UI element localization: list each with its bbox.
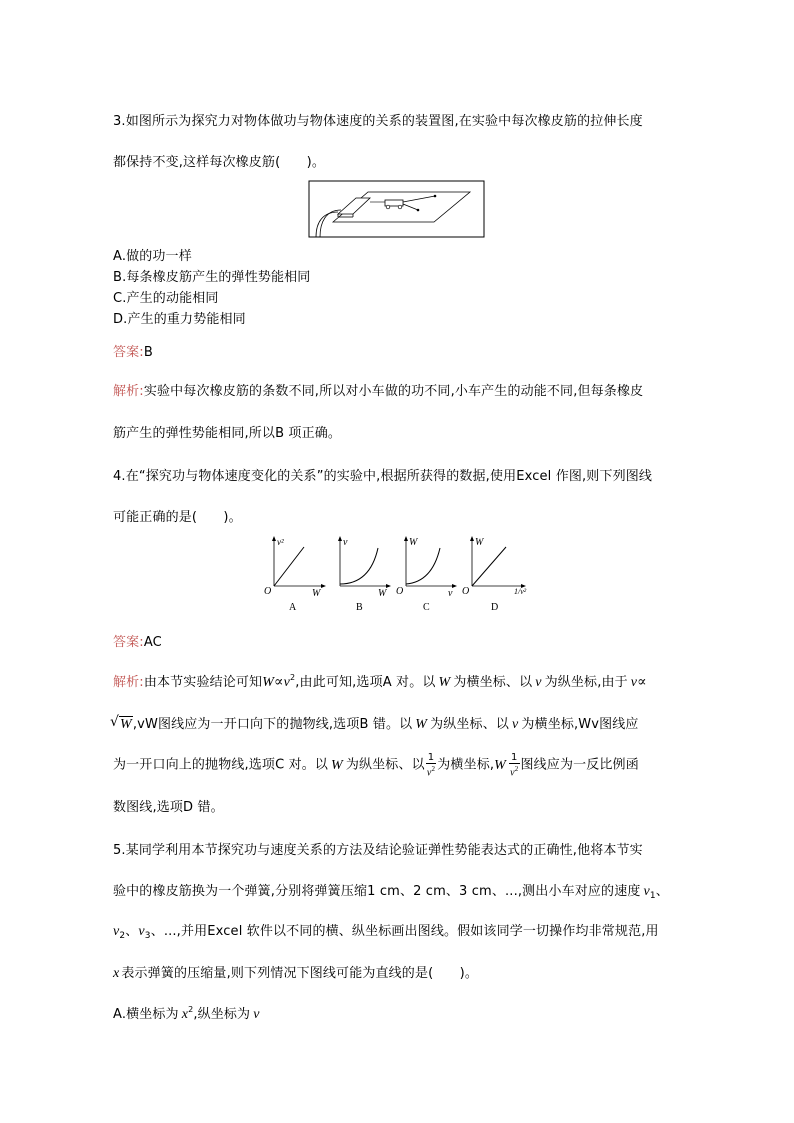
graph-a-xlabel: W xyxy=(312,588,321,599)
q4-graphs-figure xyxy=(262,534,538,614)
q5-stem-line1: 5.某同学利用本节探究功与速度关系的方法及结论验证弹性势能表达式的正确性,他将本节实 xyxy=(113,843,643,858)
math-w: W xyxy=(331,757,343,773)
q4-stem-line2: 可能正确的是( )。 xyxy=(113,510,242,525)
math-v: v xyxy=(138,924,145,939)
math-sub: 1 xyxy=(649,891,656,901)
math-v-prop: v∝ xyxy=(630,675,647,690)
q4-analysis-line3 xyxy=(113,752,639,778)
q5-option-a xyxy=(113,1003,260,1023)
q5-stem-line4 xyxy=(113,962,478,982)
math-v: v xyxy=(113,924,120,939)
fraction-denominator xyxy=(426,764,437,778)
math-sub: 3 xyxy=(144,931,151,941)
text: 为纵坐标、以 xyxy=(430,717,510,732)
math-v: v xyxy=(512,717,519,732)
q3-apparatus-figure xyxy=(308,180,486,240)
graph-d-ylabel: W xyxy=(475,537,484,548)
graph-d-xlabel: 1/v² xyxy=(514,587,527,596)
text: 、 xyxy=(655,884,669,899)
analysis-text: 实验中每次橡皮筋的条数不同,所以对小车做的功不同,小车产生的动能不同,但每条橡皮 xyxy=(143,384,644,399)
text: ,由此可知,选项A 对。以 xyxy=(295,675,436,690)
math-sqrt-w: √ W xyxy=(119,716,133,733)
math-v: v xyxy=(253,1007,260,1022)
q3-option-d: D.产生的重力势能相同 xyxy=(113,312,246,327)
graph-b xyxy=(338,536,391,613)
fraction-denominator xyxy=(509,764,520,778)
math-v: v xyxy=(643,884,650,899)
graph-c-ylabel: W xyxy=(409,537,418,548)
text: 图线应为一开口向下的抛物线,选项B 错。以 xyxy=(157,717,413,732)
math-w: W xyxy=(494,757,506,773)
math-x: x xyxy=(113,966,120,981)
denominator-sup: 2 xyxy=(431,765,436,773)
q3-option-a: A.做的功一样 xyxy=(113,249,192,264)
graph-b-xlabel: W xyxy=(378,588,387,599)
text: 为横坐标, xyxy=(437,757,495,773)
q3-stem-line1: 3.如图所示为探究力对物体做功与物体速度的关系的装置图,在实验中每次橡皮筋的拉伸长度 xyxy=(113,114,643,129)
math-sup: 2 xyxy=(290,673,296,682)
q3-stem-line2: 都保持不变,这样每次橡皮筋( )。 xyxy=(113,155,325,170)
math-x: x xyxy=(181,1007,189,1022)
denominator-v: v xyxy=(510,767,515,779)
q4-stem-line1: 4.在“探究功与物体速度变化的关系”的实验中,根据所获得的数据,使用Excel 作图,则下列图线 xyxy=(113,469,653,484)
text: 表示弹簧的压缩量,则下列情况下图线可能为直线的是( )。 xyxy=(121,966,479,981)
q3-option-c: C.产生的动能相同 xyxy=(113,291,219,306)
denominator-v: v xyxy=(426,767,432,779)
graph-d-origin: O xyxy=(462,586,470,597)
text: 为横坐标,Wv xyxy=(521,717,600,732)
q3-analysis-line2: 筋产生的弹性势能相同,所以B 项正确。 xyxy=(113,426,342,441)
graph-a-origin: O xyxy=(264,586,272,597)
graph-a-letter: A xyxy=(289,602,297,613)
graph-a-ylabel: v² xyxy=(277,537,284,547)
analysis-tag: 解析: xyxy=(113,384,144,399)
answer-value: AC xyxy=(143,635,162,650)
fraction-numerator: 1 xyxy=(510,752,518,763)
graph-c xyxy=(396,536,457,613)
math-fraction-1-over-v2 xyxy=(426,752,437,778)
graph-d xyxy=(462,536,527,613)
graph-b-ylabel: v xyxy=(343,537,348,548)
analysis-tag: 解析: xyxy=(113,675,144,690)
math-v: v xyxy=(535,675,542,690)
q4-analysis-line4: 数图线,选项D 错。 xyxy=(113,800,224,815)
graph-c-origin: O xyxy=(396,586,404,597)
q3-option-b: B.每条橡皮筋产生的弹性势能相同 xyxy=(113,270,311,285)
q5-stem-line3: $v_2$、$v_3$、...,并用Excel 软件以不同的横、纵坐标画出图线。假如该同学一切操作均非常规范,用 xyxy=(113,924,659,941)
graph-c-xlabel: v xyxy=(448,588,453,599)
text: 图线应为一反比例函 xyxy=(520,757,639,773)
q3-answer xyxy=(113,341,153,360)
math-sup: 2 xyxy=(188,1005,194,1014)
text: 验中的橡皮筋换为一个弹簧,分别将弹簧压缩1 cm、2 cm、3 cm、...,测出小车对应的速度 xyxy=(113,884,641,899)
text: 、...,并用Excel 软件以不同的横、纵坐标画出图线。假如该同学一切操作均非常规范,用 xyxy=(150,924,659,939)
q4-answer xyxy=(113,631,162,650)
text: 为纵坐标,由于 xyxy=(544,675,628,690)
denominator-sup: 2 xyxy=(514,765,519,773)
text: 图线应 xyxy=(599,717,639,732)
math-w: W xyxy=(438,675,451,690)
math-w-prop-v: W∝v xyxy=(262,675,291,690)
graph-d-letter: D xyxy=(491,602,499,613)
math-w: W xyxy=(415,717,428,732)
text: 为横坐标、以 xyxy=(453,675,533,690)
text: ,vW xyxy=(132,717,158,732)
q4-analysis-line2 xyxy=(113,713,639,733)
graph-b-letter: B xyxy=(356,602,363,613)
math-fraction-1-over-v2 xyxy=(509,752,520,778)
answer-tag: 答案: xyxy=(113,345,144,360)
text: A.横坐标为 xyxy=(113,1007,179,1022)
answer-tag: 答案: xyxy=(113,635,144,650)
q4-analysis-line1 xyxy=(113,671,647,691)
math-sub: 2 xyxy=(119,931,126,941)
graph-a xyxy=(264,536,326,613)
q3-analysis-line1 xyxy=(113,380,643,399)
fraction-numerator: 1 xyxy=(427,752,435,763)
graph-c-letter: C xyxy=(423,602,430,613)
text: ,纵坐标为 xyxy=(193,1007,251,1022)
answer-value: B xyxy=(143,345,153,360)
text: 为纵坐标、以 xyxy=(345,757,425,773)
q5-stem-line2 xyxy=(113,880,669,901)
text: 由本节实验结论可知 xyxy=(143,675,263,690)
text: 为一开口向上的抛物线,选项C 对。以 xyxy=(113,757,329,773)
